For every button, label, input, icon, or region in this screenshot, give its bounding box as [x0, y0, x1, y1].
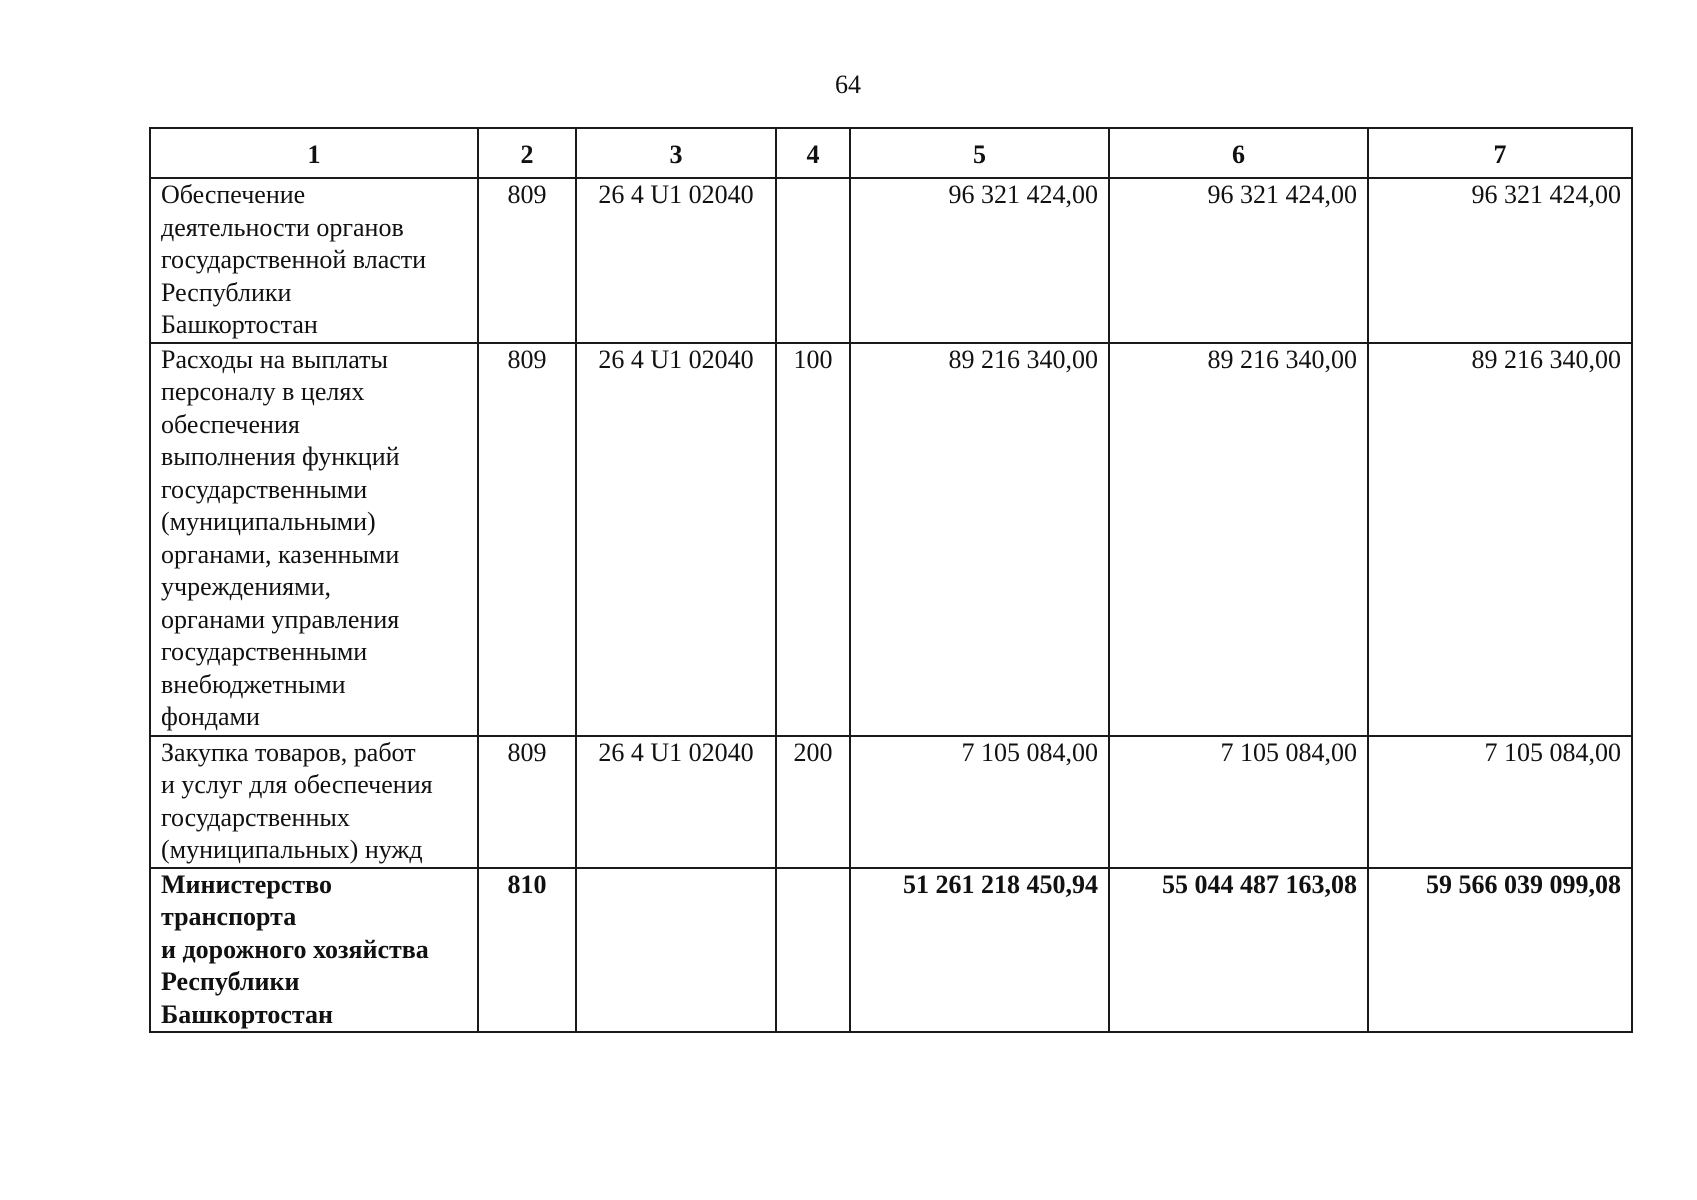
column-header-2: 2 [478, 128, 576, 178]
table-row [150, 736, 1632, 868]
amount-col6-cell: 89 216 340,00 [1109, 343, 1368, 736]
ministry-code-cell: 810 [478, 868, 576, 1033]
page-number: 64 [835, 70, 861, 99]
amount-col7-cell: 7 105 084,00 [1368, 736, 1632, 868]
ministry-code-cell: 809 [478, 178, 576, 343]
expense-type-cell [776, 178, 850, 343]
amount-col7-cell: 59 566 039 099,08 [1368, 868, 1632, 1033]
budget-table [149, 127, 1633, 1033]
table-row-ministry-total [150, 868, 1632, 1033]
column-header-3: 3 [576, 128, 776, 178]
target-article-cell: 26 4 U1 02040 [576, 736, 776, 868]
row-name-line: Республики [161, 277, 292, 307]
row-name-line: государственной власти [161, 245, 427, 274]
amount-col7-cell: 96 321 424,00 [1368, 178, 1632, 343]
expense-type-cell [776, 868, 850, 1033]
ministry-code-cell: 809 [478, 736, 576, 868]
row-name-cell [150, 178, 478, 343]
expense-type-cell: 200 [776, 736, 850, 868]
row-name-line: деятельности органов [161, 212, 404, 242]
row-name-line: органами, казенными [161, 539, 400, 569]
column-header-1: 1 [150, 128, 478, 178]
column-header-6: 6 [1109, 128, 1368, 178]
row-name-line: фондами [161, 702, 260, 731]
table-row [150, 343, 1632, 736]
amount-col6-cell: 96 321 424,00 [1109, 178, 1368, 343]
row-name-line: Министерство [161, 869, 332, 899]
row-name-line: органами управления [161, 604, 400, 634]
target-article-cell: 26 4 U1 02040 [576, 178, 776, 343]
column-header-4: 4 [776, 128, 850, 178]
row-name-line: Закупка товаров, работ [161, 737, 416, 767]
amount-col5-cell: 89 216 340,00 [850, 343, 1109, 736]
row-name-line: и дорожного хозяйства [161, 934, 429, 964]
row-name-line: Башкортостан [161, 999, 333, 1029]
row-name-cell [150, 343, 478, 736]
target-article-cell: 26 4 U1 02040 [576, 343, 776, 736]
row-name-line: (муниципальными) [161, 507, 376, 536]
amount-col6-cell: 7 105 084,00 [1109, 736, 1368, 868]
row-name-line: Расходы на выплаты [161, 344, 388, 374]
row-name-line: государственными [161, 637, 368, 666]
row-name-cell [150, 736, 478, 868]
column-header-5: 5 [850, 128, 1109, 178]
row-name-cell [150, 868, 478, 1033]
table-row [150, 178, 1632, 343]
row-name-line: и услуг для обеспечения [161, 770, 433, 799]
row-name-line: транспорта [161, 902, 297, 931]
amount-col5-cell: 51 261 218 450,94 [850, 868, 1109, 1033]
amount-col5-cell: 7 105 084,00 [850, 736, 1109, 868]
amount-col6-cell: 55 044 487 163,08 [1109, 868, 1368, 1033]
target-article-cell [576, 868, 776, 1033]
row-name-line: Башкортостан [161, 310, 318, 339]
amount-col7-cell: 89 216 340,00 [1368, 343, 1632, 736]
row-name-line: персоналу в целях [161, 377, 365, 406]
table-header-row [150, 128, 1632, 178]
row-name-line: (муниципальных) нужд [161, 835, 423, 864]
amount-col5-cell: 96 321 424,00 [850, 178, 1109, 343]
ministry-code-cell: 809 [478, 343, 576, 736]
row-name-line: учреждениями, [161, 572, 332, 601]
row-name-line: внебюджетными [161, 669, 346, 699]
expense-type-cell: 100 [776, 343, 850, 736]
row-name-line: Обеспечение [161, 180, 306, 209]
row-name-line: Республики [161, 967, 300, 996]
row-name-line: выполнения функций [161, 442, 400, 471]
row-name-line: обеспечения [161, 409, 300, 439]
column-header-7: 7 [1368, 128, 1632, 178]
row-name-line: государственных [161, 802, 350, 832]
row-name-line: государственными [161, 474, 368, 504]
